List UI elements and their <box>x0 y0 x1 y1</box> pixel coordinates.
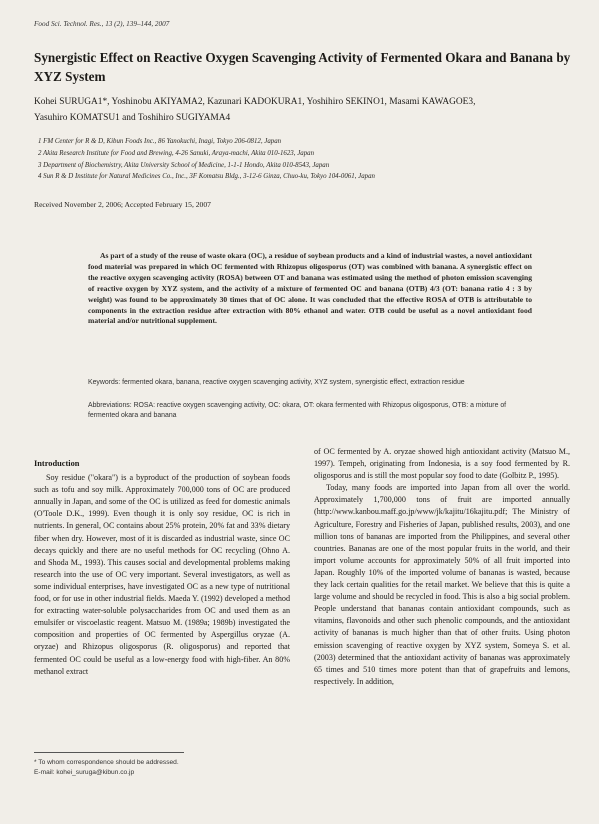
keywords: Keywords: fermented okara, banana, reactive oxygen scavenging activity, XYZ system, synergistic effect, extraction residue <box>88 379 465 386</box>
affiliations <box>38 136 568 183</box>
received-dates: Received November 2, 2006; Accepted February 15, 2007 <box>34 200 211 209</box>
intro-paragraph-1: Soy residue ("okara") is a byproduct of the production of soybean foods such as tofu and soy milk. Approximately 700,000 tons of OC are produced annually in Japan, and some of the OC is utilized as feed for domestic animals (O'Toole D.K., 1999). Even though it is only soy residue, OC is rich in nutrients. In general, OC contains about 25% protein, 20% fat and 33% dietary fiber when dry. However, most of it is discarded as industrial waste, since OC decays quickly and there are no useful methods for OC recycling (Ohno A. and Shoda M., 1993). This causes social and developmental problems making research into the use of OC very important. Several investigators, as well as some individual enterprises, have investigated OC as a new type of nutritional food, or for use in other industrial fields. Maeda Y. (1992) developed a method for extracting water-soluble polysaccharides from OC and used them as an emulsifer or viscoelastic reagent. Matsuo M. (1989a; 1989b) investigated the composition and properties of OC fermented by Aspergillus oryzae (A. oryzae) and Rhizopus oligosporus (R. oligosporus) and reported that fermented OC could be useful as a low-energy food with high-fiber. An 80% methanol extract <box>34 473 290 676</box>
footnote-correspondence: * To whom correspondence should be addressed. <box>34 759 179 766</box>
right-paragraph-1: of OC fermented by A. oryzae showed high antioxidant activity (Matsuo M., 1997). Tempeh, originating from Indonesia, is a soy food fermented by R. oligosporus and is still the most popular soy food to date (Golbitz P., 1995). <box>314 447 570 481</box>
running-head: Food Sci. Technol. Res., 13 (2), 139–144, 2007 <box>34 20 170 28</box>
section-heading-introduction: Introduction <box>34 459 80 468</box>
footnotes <box>34 758 294 778</box>
affiliation-3: 3 Department of Biochemistry, Akita University School of Medicine, 1-1-1 Hondo, Akita 010-8543, Japan <box>38 161 330 169</box>
footnote-divider <box>34 752 184 753</box>
abbreviations: Abbreviations: ROSA: reactive oxygen scavenging activity, OC: okara, OT: okara fermented with Rhizopus oligosporus, OTB: a mixture of fermented okara and banana <box>88 402 507 420</box>
authors-line-2: Yasuhiro KOMATSU1 and Toshihiro SUGIYAMA4 <box>34 113 231 123</box>
body-column-left <box>34 458 290 678</box>
footnote-email: E-mail: kohei_suruga@kibun.co.jp <box>34 769 135 776</box>
author-list <box>34 94 574 126</box>
abstract: As part of a study of the reuse of waste okara (OC), a residue of soybean products and a kind of industrial wastes, a novel antioxidant food material was prepared in which OC fermented with Rhizopus oligosporus (OT) was combined with banana. A synergistic effect on the reactive oxygen scavenging activity (ROSA) between OT and banana was estimated using the method of photon emission scavenging of reactive oxygen by XYZ system, and the activity of a mixture of fermented OC and banana (OTB) 4/3 (OT: banana ratio 4 : 3 by weight) was found to be approximately 30 times that of OC alone. It was concluded that the effective ROSA of OTB is attributable to components in the extraction residue after extraction with 80% ethanol and water. OTB could be useful as a novel antioxidant food material and/or nutritional supplement. <box>88 251 532 326</box>
paper-title: Synergistic Effect on Reactive Oxygen Scavenging Activity of Fermented Okara and Banana by XYZ System <box>34 50 571 84</box>
right-paragraph-2: Today, many foods are imported into Japan from all over the world. Approximately 1,700,000 tons of fruit are imported annually (http://www.kanbou.maff.go.jp/www/jk/kajitu/16kajitu.pdf; The Ministry of Agriculture, Forestry and Fisheries of Japan, published results, 2003), and one million tons of bananas are imported from the Philippines, and several other countries. Bananas are one of the most popular fruits in the world, and their import volume accounts for approximately 50% of all fruit imported into Japan. Roughly 10% of the imported volume of bananas is wasted, because they lack certain qualities for the retail market. We believe that this is quite a large volume and should be recycled in food. This is also a big social problem. People understand that bananas contain antioxidant compounds, such as vitamins, flavonoids and other such phenolic compounds, and the antioxidant activity of bananas is much higher than that of other fruits. Using photon emission scavenging of reactive oxygen by XYZ system, Someya S. et al. (2003) determined that the antioxidant activity of bananas was approximately 65 times and 510 times more potent than that of grapefruits and lemons, respectively. In addition, <box>314 483 570 686</box>
authors-line-1: Kohei SURUGA1*, Yoshinobu AKIYAMA2, Kazunari KADOKURA1, Yoshihiro SEKINO1, Masami KAWAGOE3, <box>34 97 476 107</box>
affiliation-4: 4 Sun R & D Institute for Natural Medicines Co., Inc., 3F Komatsu Bldg., 3-12-6 Ginza, Chuo-ku, Tokyo 104-0061, Japan <box>38 173 375 181</box>
affiliation-1: 1 FM Center for R & D, Kibun Foods Inc., 86 Yanokuchi, Inagi, Tokyo 206-0812, Japan <box>38 138 282 145</box>
affiliation-2: 2 Akita Research Institute for Food and Brewing, 4-26 Sanuki, Araya-machi, Akita 010-1623, Japan <box>38 149 315 157</box>
body-column-right <box>314 446 570 688</box>
